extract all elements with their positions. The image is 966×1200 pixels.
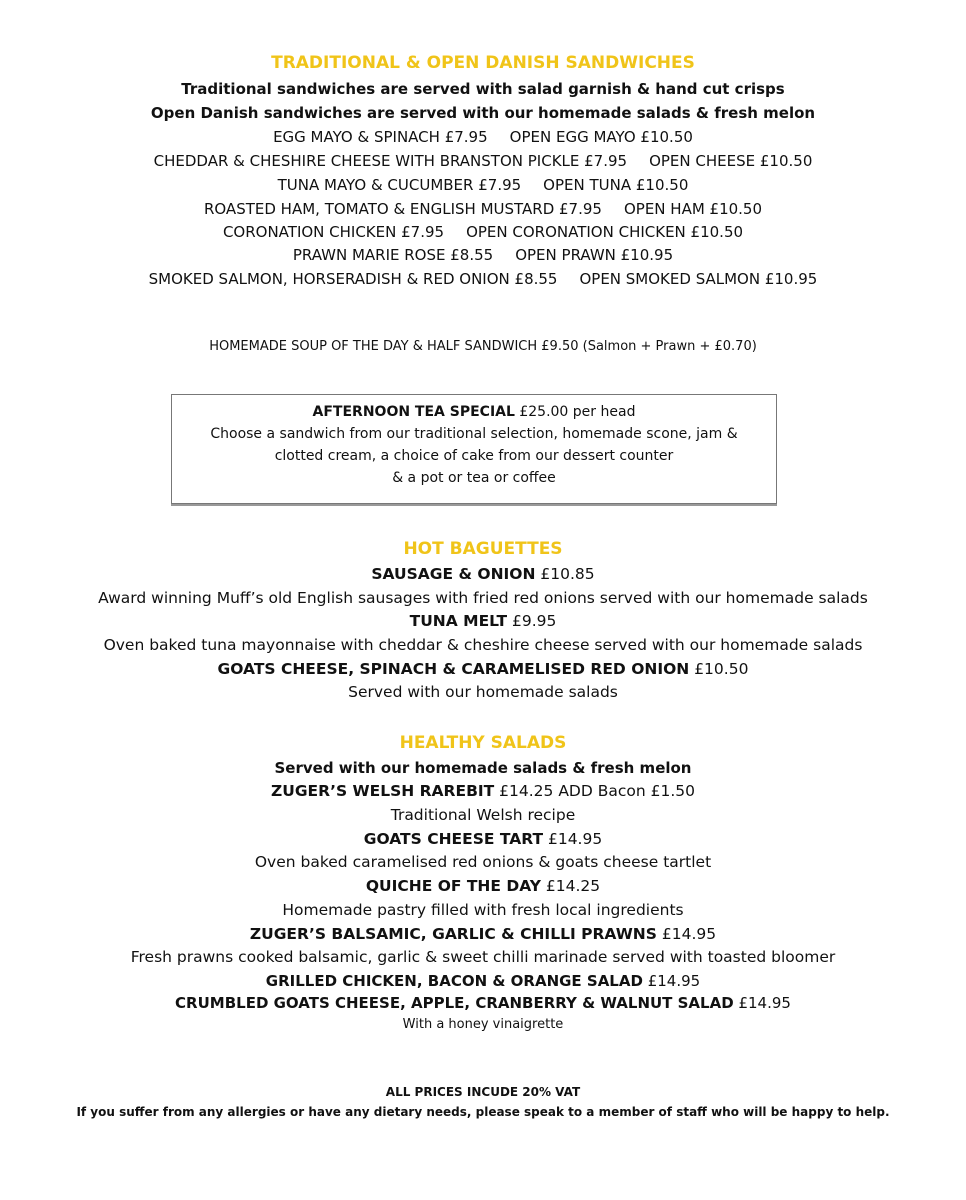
sandwich-row xyxy=(0,246,966,264)
open-sandwich: OPEN EGG MAYO £10.50 xyxy=(509,128,693,146)
item-description: With a honey vinaigrette xyxy=(402,1017,564,1032)
item-price: £14.95 xyxy=(543,830,603,848)
sandwich-row xyxy=(0,200,966,218)
menu-item-title xyxy=(0,972,966,990)
item-name: CRUMBLED GOATS CHEESE, APPLE, CRANBERRY & WALNUT SALAD xyxy=(175,994,734,1012)
item-name: TUNA MELT xyxy=(409,612,508,630)
open-sandwich: OPEN TUNA £10.50 xyxy=(543,176,689,194)
afternoon-tea-box xyxy=(171,394,777,504)
item-price: £14.95 xyxy=(656,925,717,943)
item-name: QUICHE OF THE DAY xyxy=(365,877,541,895)
sandwich-row xyxy=(0,152,966,170)
salads-subtitle: Served with our homemade salads & fresh melon xyxy=(274,759,692,777)
traditional-sandwich: TUNA MAYO & CUCUMBER £7.95 xyxy=(277,176,522,194)
open-sandwich: OPEN CHEESE £10.50 xyxy=(649,152,813,170)
menu-item-title xyxy=(0,830,966,848)
item-price: £14.25 xyxy=(540,877,601,895)
sandwich-row xyxy=(0,223,966,241)
item-description: Fresh prawns cooked balsamic, garlic & sweet chilli marinade served with toasted bloomer xyxy=(130,948,836,966)
open-sandwich: OPEN HAM £10.50 xyxy=(623,200,763,218)
sandwiches-heading: TRADITIONAL & OPEN DANISH SANDWICHES xyxy=(271,53,695,73)
item-description: Served with our homemade salads xyxy=(348,683,618,701)
item-price: £14.95 xyxy=(642,972,701,990)
sandwich-row xyxy=(0,270,966,288)
traditional-sandwich: ROASTED HAM, TOMATO & ENGLISH MUSTARD £7.95 xyxy=(203,200,602,218)
item-name: ZUGER’S BALSAMIC, GARLIC & CHILLI PRAWNS xyxy=(249,925,657,943)
item-name: ZUGER’S WELSH RAREBIT xyxy=(271,782,495,800)
open-sandwich: OPEN SMOKED SALMON £10.95 xyxy=(579,270,818,288)
traditional-sandwich: PRAWN MARIE ROSE £8.55 xyxy=(292,246,494,264)
item-price: £14.25 ADD Bacon £1.50 xyxy=(494,782,695,800)
allergy-notice: If you suffer from any allergies or have any dietary needs, please speak to a member of staff who will be happy to help. xyxy=(76,1105,890,1119)
open-sandwich: OPEN PRAWN £10.95 xyxy=(515,246,674,264)
afternoon-tea-line: & a pot or tea or coffee xyxy=(392,470,556,486)
item-name: GOATS CHEESE, SPINACH & CARAMELISED RED ONION xyxy=(217,660,690,678)
sandwiches-subtitle-traditional: Traditional sandwiches are served with salad garnish & hand cut crisps xyxy=(181,80,785,98)
traditional-sandwich: EGG MAYO & SPINACH £7.95 xyxy=(273,128,488,146)
salads-heading: HEALTHY SALADS xyxy=(399,733,567,753)
menu-item-title xyxy=(0,877,966,895)
item-name: GRILLED CHICKEN, BACON & ORANGE SALAD xyxy=(265,972,643,990)
item-price: £9.95 xyxy=(507,612,557,630)
afternoon-tea-title-line xyxy=(172,401,776,423)
open-sandwich: OPEN CORONATION CHICKEN £10.50 xyxy=(466,223,744,241)
soup-offer: HOMEMADE SOUP OF THE DAY & HALF SANDWICH £9.50 (Salmon + Prawn + £0.70) xyxy=(209,339,757,354)
menu-item-title xyxy=(0,782,966,800)
menu-item-title xyxy=(0,565,966,583)
menu-item-title xyxy=(0,660,966,678)
item-description: Award winning Muff’s old English sausages with fried red onions served with our homemade salads xyxy=(98,589,868,607)
traditional-sandwich: SMOKED SALMON, HORSERADISH & RED ONION £8.55 xyxy=(148,270,558,288)
item-name: SAUSAGE & ONION xyxy=(371,565,536,583)
item-name: GOATS CHEESE TART xyxy=(363,830,544,848)
menu-item-title xyxy=(0,925,966,943)
menu-item-title xyxy=(0,994,966,1012)
traditional-sandwich: CHEDDAR & CHESHIRE CHEESE WITH BRANSTON PICKLE £7.95 xyxy=(153,152,628,170)
afternoon-tea-price: £25.00 per head xyxy=(514,404,636,420)
item-description: Homemade pastry filled with fresh local ingredients xyxy=(282,901,684,919)
afternoon-tea-line: Choose a sandwich from our traditional selection, homemade scone, jam & xyxy=(210,426,738,442)
afternoon-tea-line: clotted cream, a choice of cake from our dessert counter xyxy=(274,448,674,464)
vat-notice: ALL PRICES INCUDE 20% VAT xyxy=(385,1085,581,1099)
item-description: Oven baked caramelised red onions & goats cheese tartlet xyxy=(254,853,712,871)
item-price: £10.85 xyxy=(535,565,595,583)
item-description: Traditional Welsh recipe xyxy=(390,806,576,824)
afternoon-tea-title: AFTERNOON TEA SPECIAL xyxy=(312,404,515,420)
menu-item-title xyxy=(0,612,966,630)
item-price: £10.50 xyxy=(689,660,749,678)
sandwiches-subtitle-open: Open Danish sandwiches are served with our homemade salads & fresh melon xyxy=(150,104,816,122)
baguettes-heading: HOT BAGUETTES xyxy=(403,539,563,559)
traditional-sandwich: CORONATION CHICKEN £7.95 xyxy=(222,223,445,241)
item-description: Oven baked tuna mayonnaise with cheddar & cheshire cheese served with our homemade salads xyxy=(103,636,863,654)
item-price: £14.95 xyxy=(733,994,791,1012)
sandwich-row xyxy=(0,176,966,194)
sandwich-row xyxy=(0,128,966,146)
